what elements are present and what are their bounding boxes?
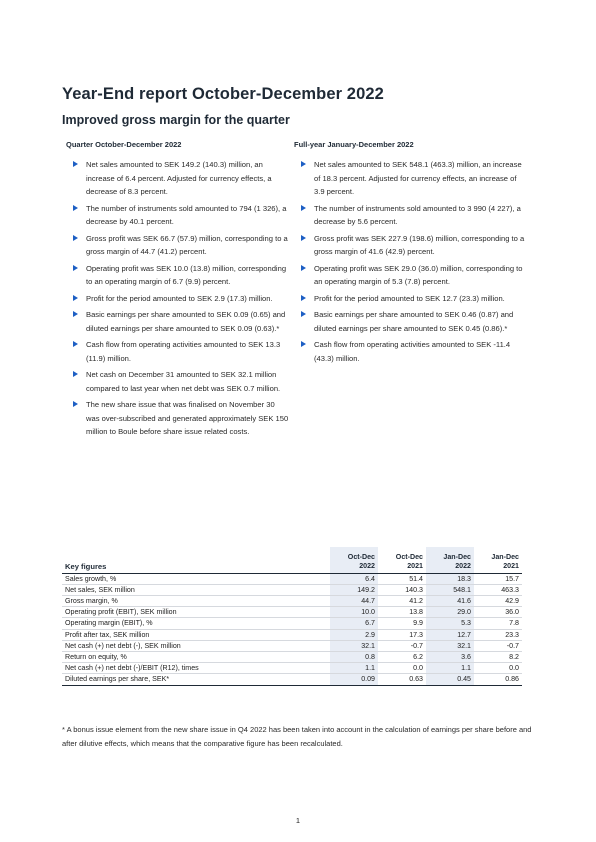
column-header [426,547,474,573]
table-cell: 3.6 [426,651,474,662]
report-subtitle: Improved gross margin for the quarter [62,113,290,127]
column-header [474,547,522,573]
table-cell: 41.2 [409,596,423,605]
column-header [330,547,378,573]
bullet-text: Operating profit was SEK 10.0 (13.8) million, corresponding to an operating margin of 6.7 (9.9) percent. [86,263,287,286]
list-item [66,232,290,259]
table-cell: 36.0 [505,608,519,617]
table-row [62,573,522,584]
table-cell: 7.8 [509,619,519,628]
column-header-year: 2022 [359,562,375,570]
table-cell: -0.7 [410,641,423,650]
table-cell: 23.3 [505,630,519,639]
page-number: 1 [295,816,301,825]
table-cell: 0.0 [509,664,519,673]
table-cell: 51.4 [409,574,423,583]
list-item [66,308,290,335]
bullet-triangle-icon [73,371,78,377]
list-item [66,292,290,306]
column-header-period: Jan-Dec [443,552,471,561]
table-cell: 9.9 [413,619,423,628]
column-header-period: Jan-Dec [491,552,519,561]
bullet-triangle-icon [301,235,306,241]
table-cell: 1.1 [426,663,474,674]
column-header-period: Oct-Dec [395,552,423,561]
table-cell: 44.7 [330,595,378,606]
table-cell: 5.3 [426,618,474,629]
bullet-triangle-icon [301,311,306,317]
row-label: Profit after tax, SEK million [65,630,150,639]
table-cell: 13.8 [409,608,423,617]
row-label: Net cash (+) net debt (-), SEK million [65,641,181,650]
quarter-section [66,140,298,442]
column-header [378,547,426,573]
table-cell: 41.6 [426,595,474,606]
table-cell: 548.1 [426,584,474,595]
table-row [62,584,522,595]
list-item [294,202,526,229]
table-row [62,629,522,640]
footnote: * A bonus issue element from the new share issue in Q4 2022 has been taken into account in the calculation of earnings per share before and after dilutive effects, which means that the comparative figure has been recalculated. [62,725,532,748]
table-header-row [62,547,522,573]
bullet-text: Net cash on December 31 amounted to SEK 32.1 million compared to last year when net debt was SEK 0.7 million. [86,370,281,393]
list-item [66,368,290,395]
table-cell: 2.9 [330,629,378,640]
table-cell: 140.3 [405,585,423,594]
list-item [66,158,290,199]
table-cell: 1.1 [330,663,378,674]
column-header-period: Oct-Dec [347,552,375,561]
bullet-triangle-icon [301,265,306,271]
table-cell: 0.86 [505,675,519,684]
table-cell: 149.2 [330,584,378,595]
table-row [62,618,522,629]
row-label: Diluted earnings per share, SEK* [65,675,170,684]
bullet-triangle-icon [73,205,78,211]
bullet-text: The number of instruments sold amounted to 794 (1 326), a decrease by 40.1 percent. [86,203,287,226]
bullet-text: Gross profit was SEK 227.9 (198.6) million, corresponding to a gross margin of 41.6 (42.9) percent. [314,233,525,256]
table-row [62,674,522,685]
bullet-text: Net sales amounted to SEK 548.1 (463.3) million, an increase of 18.3 percent. Adjusted for currency effects, an increase of 3.9 percent. [314,160,522,196]
list-item [66,202,290,229]
table-cell: 6.4 [330,573,378,584]
column-header-year: 2021 [407,562,423,570]
bullet-triangle-icon [73,265,78,271]
table-cell: -0.7 [506,641,519,650]
bullet-text: Basic earnings per share amounted to SEK 0.46 (0.87) and diluted earnings per share amounted to SEK 0.45 (0.86).* [314,310,514,333]
row-label: Operating margin (EBIT), % [65,619,153,628]
key-figures-table [62,547,522,686]
bullet-text: Basic earnings per share amounted to SEK 0.09 (0.65) and diluted earnings per share amounted to SEK 0.09 (0.63).* [86,310,286,333]
bullet-text: The new share issue that was finalised on November 30 was over-subscribed and generated approximately SEK 150 million to Boule before share issue related costs. [86,400,289,436]
row-label: Net sales, SEK million [65,585,135,594]
list-item [294,262,526,289]
bullet-text: Operating profit was SEK 29.0 (36.0) million, corresponding to an operating margin of 5.3 (7.8) percent. [314,263,523,286]
table-cell: 0.09 [330,674,378,685]
table-cell: 6.2 [413,652,423,661]
bullet-text: Profit for the period amounted to SEK 2.9 (17.3) million. [86,293,273,303]
table-cell: 0.45 [426,674,474,685]
list-item [66,338,290,365]
column-header-year: 2021 [503,562,519,570]
table-cell: 463.3 [501,585,519,594]
table-row [62,663,522,674]
fullyear-heading: Full-year January-December 2022 [294,140,414,149]
column-header-year: 2022 [455,562,471,570]
bullet-triangle-icon [73,161,78,167]
fullyear-section [294,140,526,368]
bullet-text: Cash flow from operating activities amounted to SEK -11.4 (43.3) million. [314,340,511,363]
bullet-text: Gross profit was SEK 66.7 (57.9) million, corresponding to a gross margin of 44.7 (41.2) percent. [86,233,288,256]
bullet-triangle-icon [73,235,78,241]
table-cell: 15.7 [505,574,519,583]
table-row [62,651,522,662]
list-item [294,338,526,365]
bullet-triangle-icon [73,341,78,347]
bullet-triangle-icon [301,295,306,301]
fullyear-bullet-list [294,158,526,365]
list-item [294,232,526,259]
table-cell: 29.0 [426,607,474,618]
table-cell: 0.63 [409,675,423,684]
table-row [62,595,522,606]
bullet-triangle-icon [73,401,78,407]
report-title: Year-End report October-December 2022 [62,85,384,103]
row-label: Net cash (+) net debt (-)/EBIT (R12), times [65,664,199,673]
table-cell: 18.3 [426,573,474,584]
row-label: Gross margin, % [65,596,118,605]
bullet-text: The number of instruments sold amounted to 3 990 (4 227), a decrease by 5.6 percent. [314,203,521,226]
table-row [62,640,522,651]
bullet-text: Cash flow from operating activities amounted to SEK 13.3 (11.9) million. [86,340,281,363]
list-item [294,308,526,335]
bullet-text: Profit for the period amounted to SEK 12.7 (23.3) million. [314,293,505,303]
list-item [66,398,290,439]
row-label: Operating profit (EBIT), SEK million [65,608,177,617]
table-row [62,607,522,618]
table-cell: 10.0 [330,607,378,618]
bullet-triangle-icon [301,205,306,211]
table-cell: 0.0 [413,664,423,673]
table-cell: 8.2 [509,652,519,661]
quarter-bullet-list [66,158,298,439]
key-figures-title: Key figures [62,547,330,573]
table-cell: 17.3 [409,630,423,639]
table-cell: 32.1 [330,640,378,651]
table-cell: 12.7 [426,629,474,640]
bullet-triangle-icon [73,295,78,301]
list-item [294,158,526,199]
row-label: Sales growth, % [65,574,117,583]
row-label: Return on equity, % [65,652,127,661]
table-cell: 0.8 [330,651,378,662]
bullet-triangle-icon [73,311,78,317]
table-cell: 32.1 [426,640,474,651]
bullet-text: Net sales amounted to SEK 149.2 (140.3) million, an increase of 6.4 percent. Adjusted for currency effects, a decrease of 8.3 percent. [86,160,272,196]
bullet-triangle-icon [301,341,306,347]
bullet-triangle-icon [301,161,306,167]
list-item [66,262,290,289]
list-item [294,292,526,306]
table-cell: 42.9 [505,596,519,605]
table-cell: 6.7 [330,618,378,629]
quarter-heading: Quarter October-December 2022 [66,140,182,149]
